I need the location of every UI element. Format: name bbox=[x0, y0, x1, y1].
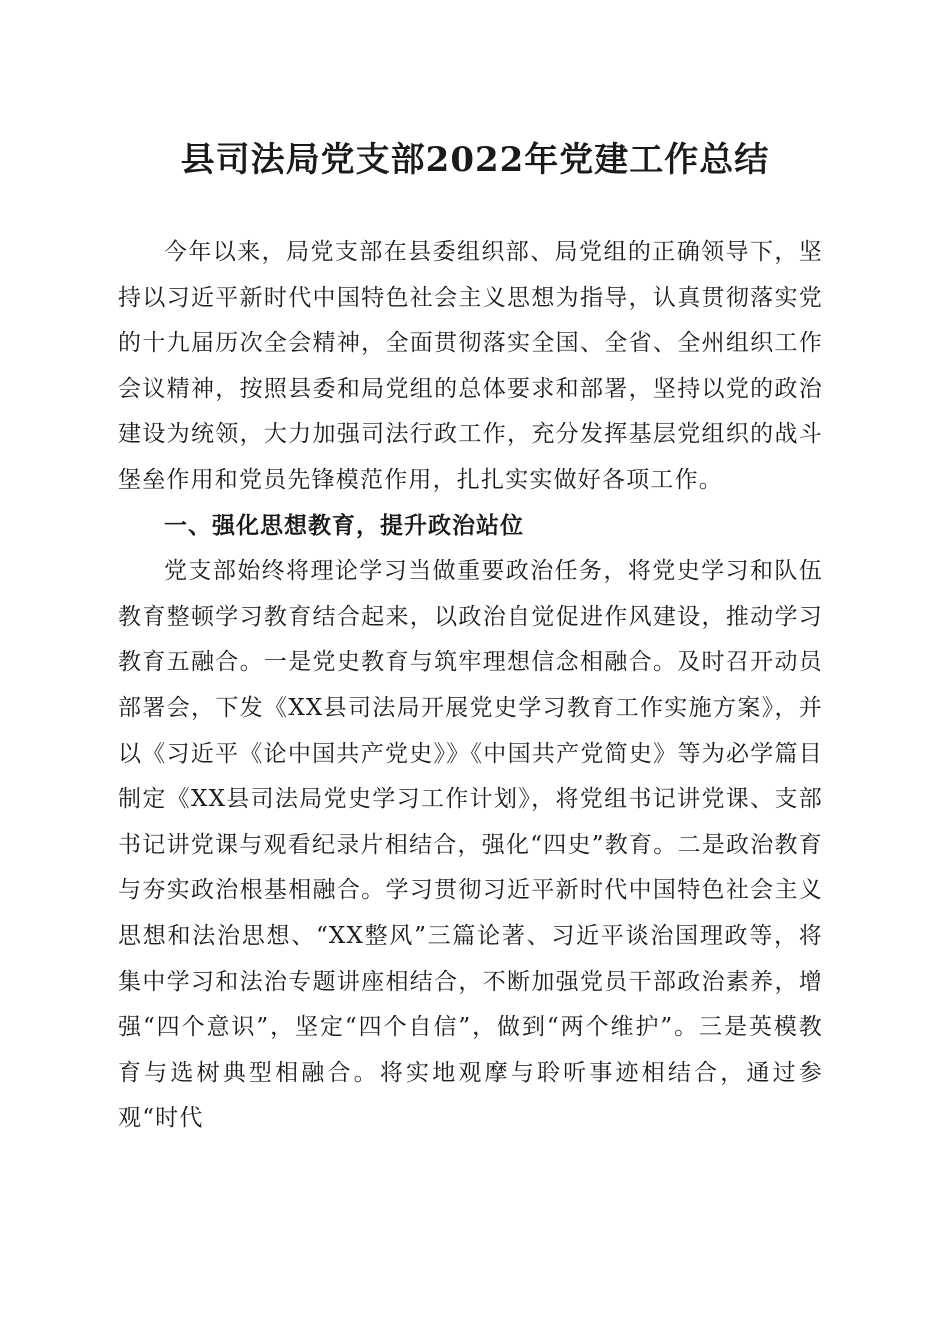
document-body bbox=[118, 230, 823, 1142]
section-1-paragraph: 党支部始终将理论学习当做重要政治任务，将党史学习和队伍教育整顿学习教育结合起来，以政治自觉促进作风建设，推动学习教育五融合。一是党史教育与筑牢理想信念相融合。及时召开动员部署会，下发《XX县司法局开展党史学习教育工作实施方案》，并以《习近平《论中国共产党史》》《中国共产党简史》等为必学篇目制定《XX县司法局党史学习工作计划》，将党组书记讲党课、支部书记讲党课与观看纪录片相结合，强化“四史”教育。二是政治教育与夯实政治根基相融合。学习贯彻习近平新时代中国特色社会主义思想和法治思想、“XX整风”三篇论著、习近平谈治国理政等，将集中学习和法治专题讲座相结合，不断加强党员干部政治素养，增强“四个意识”，坚定“四个自信”，做到“两个维护”。三是英模教育与选树典型相融合。将实地观摩与聆听事迹相结合，通过参观“时代 bbox=[118, 558, 823, 1132]
document-title: 县司法局党支部2022年党建工作总结 bbox=[180, 140, 770, 180]
intro-paragraph: 今年以来，局党支部在县委组织部、局党组的正确领导下，坚持以习近平新时代中国特色社会主义思想为指导，认真贯彻落实党的十九届历次全会精神，全面贯彻落实全国、全省、全州组织工作会议精神，按照县委和局党组的总体要求和部署，坚持以党的政治建设为统领，大力加强司法行政工作，充分发挥基层党组织的战斗堡垒作用和党员先锋模范作用，扎扎实实做好各项工作。 bbox=[118, 239, 823, 493]
section-heading-1: 一、强化思想教育，提升政治站位 bbox=[164, 512, 524, 539]
